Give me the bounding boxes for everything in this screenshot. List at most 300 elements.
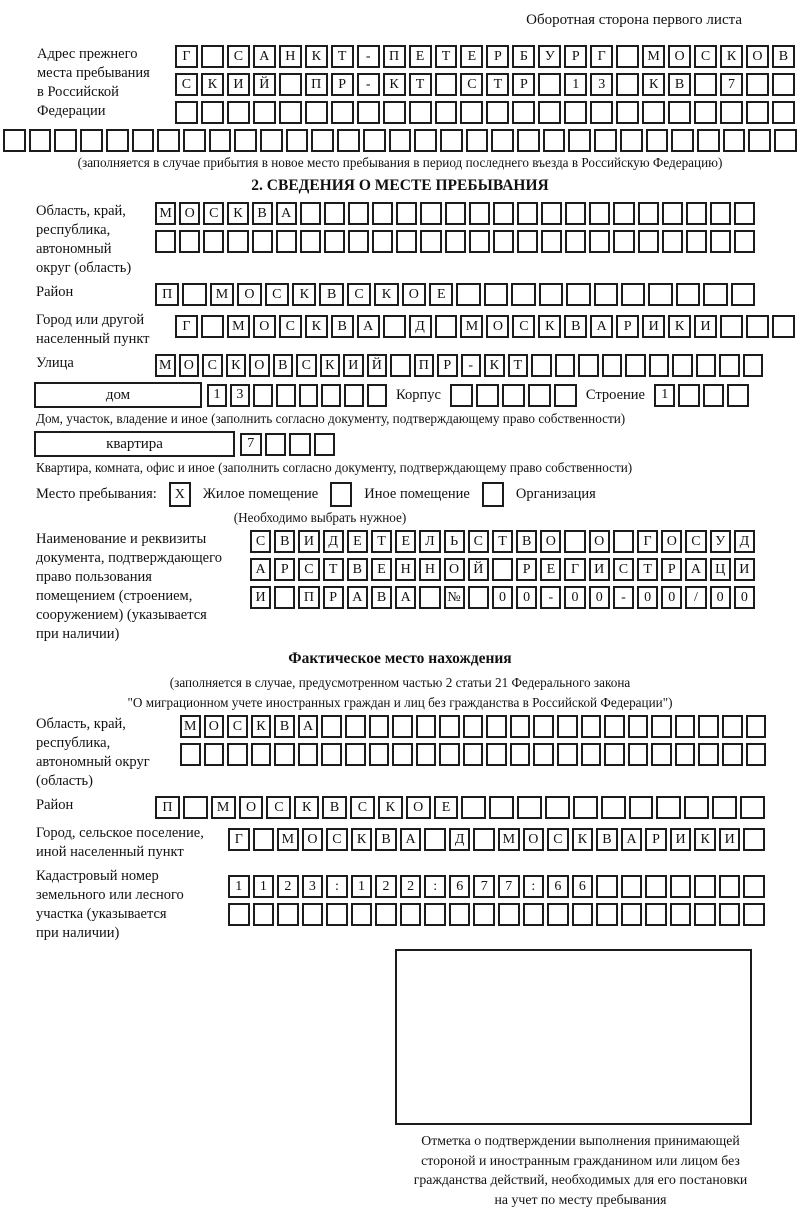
char-cell[interactable] <box>363 129 386 152</box>
char-cell[interactable] <box>698 743 719 766</box>
char-cell[interactable] <box>486 743 507 766</box>
char-cell[interactable]: К <box>251 715 272 738</box>
char-cell[interactable]: К <box>484 354 505 377</box>
char-cell[interactable] <box>369 743 390 766</box>
char-cell[interactable]: К <box>305 315 328 338</box>
char-cell[interactable]: 1 <box>351 875 373 898</box>
char-cell[interactable] <box>484 283 508 306</box>
char-cell[interactable]: Р <box>616 315 639 338</box>
char-cell[interactable]: В <box>319 283 343 306</box>
char-cell[interactable]: К <box>642 73 665 96</box>
char-cell[interactable] <box>727 384 749 407</box>
char-cell[interactable] <box>719 354 740 377</box>
char-cell[interactable] <box>572 903 594 926</box>
char-cell[interactable] <box>638 202 659 225</box>
char-cell[interactable]: К <box>226 354 247 377</box>
char-cell[interactable] <box>565 230 586 253</box>
char-cell[interactable]: 7 <box>240 433 262 456</box>
char-cell[interactable] <box>594 283 618 306</box>
char-cell[interactable] <box>302 903 324 926</box>
char-cell[interactable]: 1 <box>654 384 676 407</box>
char-cell[interactable]: Р <box>516 558 537 581</box>
char-cell[interactable] <box>29 129 52 152</box>
char-cell[interactable] <box>392 715 413 738</box>
char-cell[interactable] <box>533 743 554 766</box>
char-cell[interactable]: У <box>710 530 731 553</box>
char-cell[interactable]: С <box>460 73 483 96</box>
char-cell[interactable] <box>734 202 755 225</box>
char-cell[interactable] <box>538 101 561 124</box>
char-cell[interactable] <box>344 384 364 407</box>
char-cell[interactable]: К <box>694 828 716 851</box>
char-cell[interactable]: П <box>298 586 319 609</box>
char-cell[interactable] <box>416 743 437 766</box>
char-cell[interactable] <box>670 875 692 898</box>
char-cell[interactable] <box>512 101 535 124</box>
char-cell[interactable]: 0 <box>589 586 610 609</box>
stay-type-checkbox-residential[interactable]: X <box>169 482 191 507</box>
char-cell[interactable]: В <box>331 315 354 338</box>
char-cell[interactable]: Е <box>434 796 459 819</box>
char-cell[interactable] <box>227 230 248 253</box>
char-cell[interactable] <box>746 101 769 124</box>
char-cell[interactable] <box>731 283 755 306</box>
char-cell[interactable]: О <box>239 796 264 819</box>
char-cell[interactable] <box>772 73 795 96</box>
char-cell[interactable] <box>604 715 625 738</box>
char-cell[interactable] <box>710 230 731 253</box>
char-cell[interactable] <box>321 743 342 766</box>
char-cell[interactable]: 2 <box>400 875 422 898</box>
char-cell[interactable]: Е <box>540 558 561 581</box>
char-cell[interactable] <box>621 875 643 898</box>
char-cell[interactable] <box>740 796 765 819</box>
char-cell[interactable] <box>517 796 542 819</box>
char-cell[interactable] <box>523 903 545 926</box>
char-cell[interactable] <box>435 101 458 124</box>
char-cell[interactable]: С <box>227 45 250 68</box>
char-cell[interactable] <box>703 384 725 407</box>
char-cell[interactable] <box>589 202 610 225</box>
char-cell[interactable]: О <box>540 530 561 553</box>
char-cell[interactable] <box>435 315 458 338</box>
char-cell[interactable]: - <box>357 73 380 96</box>
char-cell[interactable]: К <box>374 283 398 306</box>
char-cell[interactable]: А <box>298 715 319 738</box>
char-cell[interactable]: Г <box>564 558 585 581</box>
char-cell[interactable]: Р <box>323 586 344 609</box>
char-cell[interactable] <box>324 202 345 225</box>
char-cell[interactable] <box>743 354 764 377</box>
char-cell[interactable]: И <box>589 558 610 581</box>
char-cell[interactable]: 2 <box>277 875 299 898</box>
char-cell[interactable] <box>276 384 296 407</box>
char-cell[interactable] <box>564 101 587 124</box>
char-cell[interactable] <box>392 743 413 766</box>
char-cell[interactable]: С <box>202 354 223 377</box>
char-cell[interactable]: В <box>516 530 537 553</box>
char-cell[interactable] <box>298 743 319 766</box>
char-cell[interactable]: С <box>347 283 371 306</box>
char-cell[interactable] <box>367 384 387 407</box>
char-cell[interactable] <box>175 101 198 124</box>
char-cell[interactable]: Р <box>512 73 535 96</box>
char-cell[interactable]: 2 <box>375 875 397 898</box>
char-cell[interactable] <box>573 796 598 819</box>
char-cell[interactable] <box>662 230 683 253</box>
char-cell[interactable] <box>203 230 224 253</box>
char-cell[interactable]: Й <box>253 73 276 96</box>
char-cell[interactable]: С <box>326 828 348 851</box>
char-cell[interactable] <box>602 354 623 377</box>
char-cell[interactable] <box>252 230 273 253</box>
char-cell[interactable]: Г <box>228 828 250 851</box>
char-cell[interactable] <box>649 354 670 377</box>
char-cell[interactable] <box>538 73 561 96</box>
char-cell[interactable] <box>445 202 466 225</box>
char-cell[interactable] <box>625 354 646 377</box>
char-cell[interactable] <box>543 129 566 152</box>
char-cell[interactable] <box>616 101 639 124</box>
char-cell[interactable]: : <box>523 875 545 898</box>
char-cell[interactable]: А <box>621 828 643 851</box>
char-cell[interactable] <box>678 384 700 407</box>
char-cell[interactable] <box>345 715 366 738</box>
char-cell[interactable] <box>511 283 535 306</box>
char-cell[interactable] <box>351 903 373 926</box>
char-cell[interactable] <box>286 129 309 152</box>
char-cell[interactable]: С <box>175 73 198 96</box>
char-cell[interactable] <box>774 129 797 152</box>
char-cell[interactable] <box>468 586 489 609</box>
char-cell[interactable]: 6 <box>449 875 471 898</box>
char-cell[interactable]: С <box>279 315 302 338</box>
char-cell[interactable] <box>670 903 692 926</box>
char-cell[interactable]: Й <box>468 558 489 581</box>
char-cell[interactable] <box>375 903 397 926</box>
char-cell[interactable]: - <box>461 354 482 377</box>
char-cell[interactable]: Т <box>492 530 513 553</box>
char-cell[interactable]: В <box>668 73 691 96</box>
char-cell[interactable] <box>743 903 765 926</box>
char-cell[interactable]: И <box>343 354 364 377</box>
char-cell[interactable]: С <box>265 283 289 306</box>
char-cell[interactable]: 3 <box>590 73 613 96</box>
char-cell[interactable]: Т <box>435 45 458 68</box>
char-cell[interactable]: 1 <box>207 384 227 407</box>
char-cell[interactable] <box>746 73 769 96</box>
char-cell[interactable]: О <box>746 45 769 68</box>
char-cell[interactable]: Т <box>508 354 529 377</box>
char-cell[interactable] <box>300 202 321 225</box>
char-cell[interactable] <box>274 743 295 766</box>
char-cell[interactable]: 3 <box>302 875 324 898</box>
char-cell[interactable]: Т <box>637 558 658 581</box>
char-cell[interactable] <box>672 354 693 377</box>
char-cell[interactable]: Й <box>367 354 388 377</box>
char-cell[interactable] <box>723 129 746 152</box>
char-cell[interactable] <box>279 73 302 96</box>
char-cell[interactable] <box>183 796 208 819</box>
char-cell[interactable]: Л <box>419 530 440 553</box>
char-cell[interactable] <box>547 903 569 926</box>
stay-type-checkbox-other[interactable] <box>330 482 352 507</box>
char-cell[interactable] <box>517 129 540 152</box>
char-cell[interactable] <box>545 796 570 819</box>
char-cell[interactable] <box>460 101 483 124</box>
char-cell[interactable] <box>696 354 717 377</box>
char-cell[interactable]: С <box>298 558 319 581</box>
char-cell[interactable] <box>510 715 531 738</box>
char-cell[interactable] <box>590 101 613 124</box>
char-cell[interactable]: С <box>266 796 291 819</box>
char-cell[interactable]: И <box>642 315 665 338</box>
char-cell[interactable]: И <box>670 828 692 851</box>
char-cell[interactable]: К <box>720 45 743 68</box>
char-cell[interactable]: С <box>296 354 317 377</box>
char-cell[interactable]: Д <box>409 315 432 338</box>
char-cell[interactable]: О <box>589 530 610 553</box>
char-cell[interactable]: К <box>572 828 594 851</box>
char-cell[interactable]: А <box>357 315 380 338</box>
char-cell[interactable]: О <box>406 796 431 819</box>
char-cell[interactable]: М <box>155 354 176 377</box>
char-cell[interactable]: М <box>180 715 201 738</box>
char-cell[interactable]: П <box>155 796 180 819</box>
char-cell[interactable] <box>274 586 295 609</box>
char-cell[interactable]: М <box>498 828 520 851</box>
char-cell[interactable] <box>469 230 490 253</box>
char-cell[interactable] <box>345 743 366 766</box>
char-cell[interactable] <box>772 101 795 124</box>
char-cell[interactable] <box>314 433 336 456</box>
char-cell[interactable] <box>613 230 634 253</box>
char-cell[interactable] <box>651 715 672 738</box>
char-cell[interactable]: П <box>305 73 328 96</box>
char-cell[interactable]: К <box>305 45 328 68</box>
char-cell[interactable] <box>555 354 576 377</box>
char-cell[interactable] <box>656 796 681 819</box>
char-cell[interactable] <box>694 903 716 926</box>
char-cell[interactable] <box>743 875 765 898</box>
char-cell[interactable] <box>414 129 437 152</box>
char-cell[interactable]: А <box>590 315 613 338</box>
char-cell[interactable] <box>439 743 460 766</box>
char-cell[interactable]: А <box>400 828 422 851</box>
char-cell[interactable] <box>3 129 26 152</box>
char-cell[interactable] <box>299 384 319 407</box>
char-cell[interactable]: О <box>249 354 270 377</box>
char-cell[interactable]: И <box>250 586 271 609</box>
char-cell[interactable]: С <box>203 202 224 225</box>
char-cell[interactable] <box>694 101 717 124</box>
char-cell[interactable]: В <box>274 530 295 553</box>
char-cell[interactable] <box>638 230 659 253</box>
char-cell[interactable] <box>469 202 490 225</box>
char-cell[interactable]: К <box>378 796 403 819</box>
char-cell[interactable]: Р <box>437 354 458 377</box>
char-cell[interactable]: : <box>326 875 348 898</box>
char-cell[interactable] <box>155 230 176 253</box>
char-cell[interactable] <box>489 796 514 819</box>
char-cell[interactable] <box>420 202 441 225</box>
char-cell[interactable] <box>528 384 551 407</box>
char-cell[interactable]: И <box>227 73 250 96</box>
char-cell[interactable] <box>456 283 480 306</box>
char-cell[interactable]: Д <box>734 530 755 553</box>
char-cell[interactable]: Д <box>449 828 471 851</box>
char-cell[interactable] <box>628 743 649 766</box>
char-cell[interactable]: 0 <box>564 586 585 609</box>
char-cell[interactable] <box>557 743 578 766</box>
char-cell[interactable] <box>209 129 232 152</box>
char-cell[interactable] <box>493 230 514 253</box>
char-cell[interactable]: Т <box>371 530 392 553</box>
char-cell[interactable]: Е <box>460 45 483 68</box>
char-cell[interactable]: - <box>540 586 561 609</box>
char-cell[interactable]: Г <box>175 315 198 338</box>
char-cell[interactable]: 0 <box>661 586 682 609</box>
char-cell[interactable]: 0 <box>734 586 755 609</box>
char-cell[interactable] <box>277 903 299 926</box>
char-cell[interactable] <box>253 828 275 851</box>
char-cell[interactable]: С <box>613 558 634 581</box>
char-cell[interactable]: Т <box>331 45 354 68</box>
char-cell[interactable]: О <box>486 315 509 338</box>
char-cell[interactable]: А <box>395 586 416 609</box>
char-cell[interactable]: 3 <box>230 384 250 407</box>
char-cell[interactable] <box>201 45 224 68</box>
char-cell[interactable]: В <box>252 202 273 225</box>
char-cell[interactable]: М <box>460 315 483 338</box>
char-cell[interactable] <box>331 101 354 124</box>
char-cell[interactable] <box>648 283 672 306</box>
char-cell[interactable] <box>321 715 342 738</box>
char-cell[interactable] <box>596 903 618 926</box>
char-cell[interactable]: В <box>772 45 795 68</box>
char-cell[interactable] <box>321 384 341 407</box>
char-cell[interactable]: - <box>613 586 634 609</box>
char-cell[interactable]: Р <box>486 45 509 68</box>
char-cell[interactable] <box>463 743 484 766</box>
char-cell[interactable]: В <box>371 586 392 609</box>
char-cell[interactable] <box>498 903 520 926</box>
char-cell[interactable]: 7 <box>720 73 743 96</box>
char-cell[interactable]: К <box>383 73 406 96</box>
char-cell[interactable] <box>581 743 602 766</box>
char-cell[interactable]: М <box>277 828 299 851</box>
char-cell[interactable]: Р <box>645 828 667 851</box>
char-cell[interactable] <box>466 129 489 152</box>
char-cell[interactable] <box>409 101 432 124</box>
char-cell[interactable] <box>300 230 321 253</box>
char-cell[interactable]: В <box>375 828 397 851</box>
char-cell[interactable] <box>80 129 103 152</box>
char-cell[interactable] <box>541 202 562 225</box>
char-cell[interactable] <box>348 202 369 225</box>
char-cell[interactable] <box>183 129 206 152</box>
char-cell[interactable]: Б <box>512 45 535 68</box>
char-cell[interactable]: 1 <box>564 73 587 96</box>
char-cell[interactable]: О <box>302 828 324 851</box>
char-cell[interactable] <box>420 230 441 253</box>
char-cell[interactable]: 7 <box>498 875 520 898</box>
char-cell[interactable] <box>253 384 273 407</box>
char-cell[interactable]: Е <box>371 558 392 581</box>
char-cell[interactable]: Т <box>486 73 509 96</box>
char-cell[interactable]: Е <box>429 283 453 306</box>
char-cell[interactable]: А <box>347 586 368 609</box>
char-cell[interactable] <box>686 230 707 253</box>
char-cell[interactable]: О <box>444 558 465 581</box>
char-cell[interactable] <box>554 384 577 407</box>
char-cell[interactable]: И <box>719 828 741 851</box>
char-cell[interactable] <box>671 129 694 152</box>
char-cell[interactable] <box>348 230 369 253</box>
char-cell[interactable] <box>668 101 691 124</box>
char-cell[interactable] <box>253 101 276 124</box>
char-cell[interactable]: Г <box>590 45 613 68</box>
char-cell[interactable] <box>686 202 707 225</box>
char-cell[interactable] <box>719 875 741 898</box>
char-cell[interactable]: М <box>155 202 176 225</box>
char-cell[interactable]: П <box>155 283 179 306</box>
char-cell[interactable]: 1 <box>228 875 250 898</box>
char-cell[interactable] <box>517 230 538 253</box>
char-cell[interactable] <box>253 903 275 926</box>
char-cell[interactable] <box>734 230 755 253</box>
char-cell[interactable]: О <box>237 283 261 306</box>
char-cell[interactable] <box>201 101 224 124</box>
char-cell[interactable]: 6 <box>547 875 569 898</box>
char-cell[interactable] <box>179 230 200 253</box>
char-cell[interactable] <box>712 796 737 819</box>
char-cell[interactable]: О <box>204 715 225 738</box>
char-cell[interactable] <box>416 715 437 738</box>
char-cell[interactable] <box>694 73 717 96</box>
char-cell[interactable] <box>234 129 257 152</box>
char-cell[interactable]: П <box>383 45 406 68</box>
char-cell[interactable]: 1 <box>253 875 275 898</box>
char-cell[interactable] <box>369 715 390 738</box>
char-cell[interactable] <box>419 586 440 609</box>
char-cell[interactable] <box>326 903 348 926</box>
char-cell[interactable]: А <box>276 202 297 225</box>
char-cell[interactable] <box>601 796 626 819</box>
char-cell[interactable] <box>106 129 129 152</box>
char-cell[interactable] <box>629 796 654 819</box>
char-cell[interactable] <box>720 315 743 338</box>
char-cell[interactable] <box>132 129 155 152</box>
char-cell[interactable]: У <box>538 45 561 68</box>
char-cell[interactable] <box>628 715 649 738</box>
stay-type-checkbox-organization[interactable] <box>482 482 504 507</box>
char-cell[interactable]: О <box>253 315 276 338</box>
char-cell[interactable]: Е <box>347 530 368 553</box>
char-cell[interactable] <box>491 129 514 152</box>
char-cell[interactable]: С <box>685 530 706 553</box>
char-cell[interactable] <box>719 903 741 926</box>
char-cell[interactable]: Т <box>323 558 344 581</box>
char-cell[interactable] <box>396 202 417 225</box>
char-cell[interactable]: 7 <box>473 875 495 898</box>
char-cell[interactable] <box>276 230 297 253</box>
char-cell[interactable] <box>435 73 458 96</box>
char-cell[interactable] <box>613 202 634 225</box>
char-cell[interactable]: С <box>350 796 375 819</box>
char-cell[interactable] <box>473 828 495 851</box>
char-cell[interactable]: Р <box>274 558 295 581</box>
